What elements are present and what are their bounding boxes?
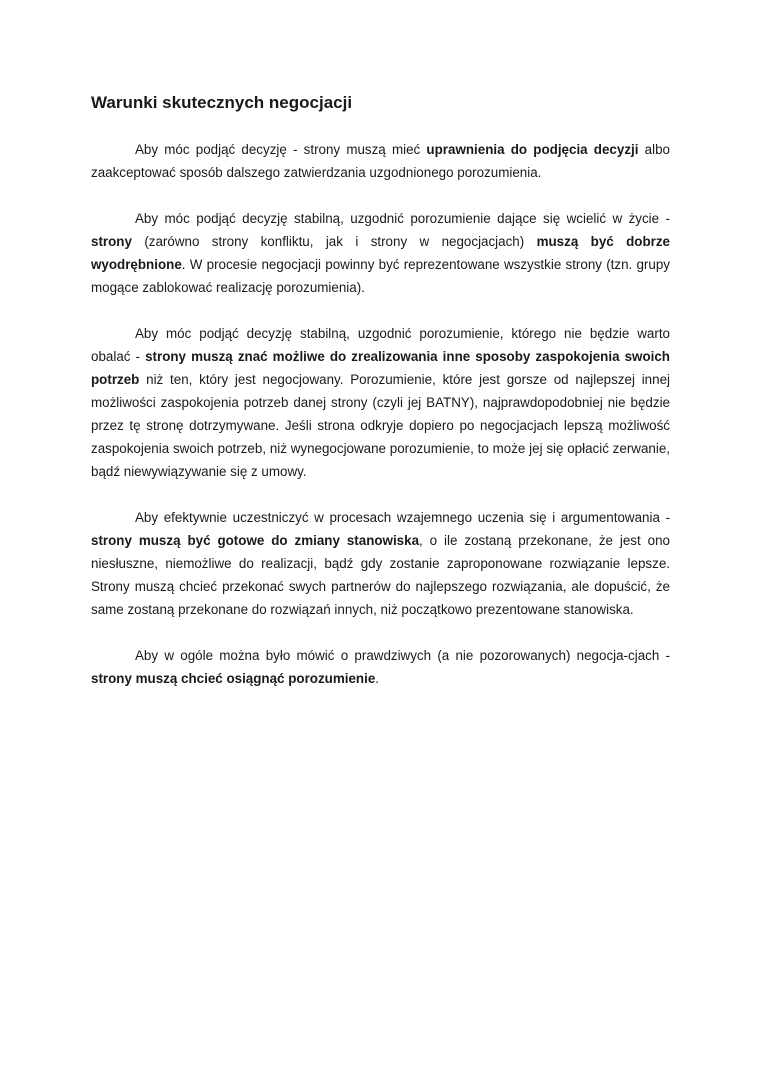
text-segment: Aby efektywnie uczestniczyć w procesach wzajemnego uczenia się i argumentowania - xyxy=(135,510,670,525)
text-segment: (zarówno strony konfliktu, jak i strony w negocjacjach) xyxy=(131,234,537,249)
paragraph xyxy=(91,138,670,184)
document-body xyxy=(91,92,670,713)
text-segment: , o ile zostaną przekonane, że jest ono niesłuszne, niemożliwe do realizacji, bądź gdy zostanie zaproponowane rozwiązanie lepsze. Strony muszą chcieć przekonać swych partnerów do najlepszego rozwiązania, ale dopuścić, że same zostaną przekonane do rozwiązań innych, niż początkowo prezentowane stanowiska. xyxy=(91,533,670,617)
bold-text-segment: uprawnienia do podjęcia decyzji xyxy=(426,142,639,157)
text-segment: Aby móc podjąć decyzję stabilną, uzgodnić porozumienie dające się wcielić w życie - xyxy=(135,211,670,226)
paragraph xyxy=(91,207,670,299)
paragraph xyxy=(91,644,670,690)
text-segment: Aby móc podjąć decyzję - strony muszą mieć xyxy=(135,142,427,157)
bold-text-segment: strony xyxy=(91,234,132,249)
text-segment: niż ten, który jest negocjowany. Porozumienie, które jest gorsze od najlepszej innej możliwości zaspokojenia potrzeb danej strony (czyli jej BATNY), najprawdopodobniej nie będzie przez tę stronę dotrzymywane. Jeśli strona odkryje dopiero po negocjacjach lepszą możliwość zaspokojenia swoich potrzeb, niż wynegocjowane porozumienie, to może jej się opłacić zerwanie, bądź niewywiązywanie się z umowy. xyxy=(91,372,670,479)
text-segment: Aby móc podjąć decyzję stabilną, uzgodnić porozumienie, którego nie będzie warto obalać - xyxy=(91,326,670,364)
bold-text-segment: strony muszą znać możliwe do zrealizowania inne sposoby zaspokojenia swoich potrzeb xyxy=(91,349,670,387)
paragraph xyxy=(91,322,670,483)
document-title: Warunki skutecznych negocjacji xyxy=(91,93,353,112)
text-segment: albo zaakceptować sposób dalszego zatwierdzania uzgodnionego porozumienia. xyxy=(91,142,670,180)
paragraph-list xyxy=(91,138,670,690)
bold-text-segment: strony muszą być gotowe do zmiany stanowiska xyxy=(91,533,420,548)
bold-text-segment: muszą być dobrze wyodrębnione xyxy=(91,234,670,272)
bold-text-segment: strony muszą chcieć osiągnąć porozumienie xyxy=(91,671,376,686)
text-segment: . W procesie negocjacji powinny być reprezentowane wszystkie strony (tzn. grupy mogące zablokować realizację porozumienia). xyxy=(91,257,670,295)
text-segment: . xyxy=(375,671,379,686)
paragraph xyxy=(91,506,670,621)
text-segment: Aby w ogóle można było mówić o prawdziwych (a nie pozorowanych) negocja-cjach - xyxy=(135,648,670,663)
